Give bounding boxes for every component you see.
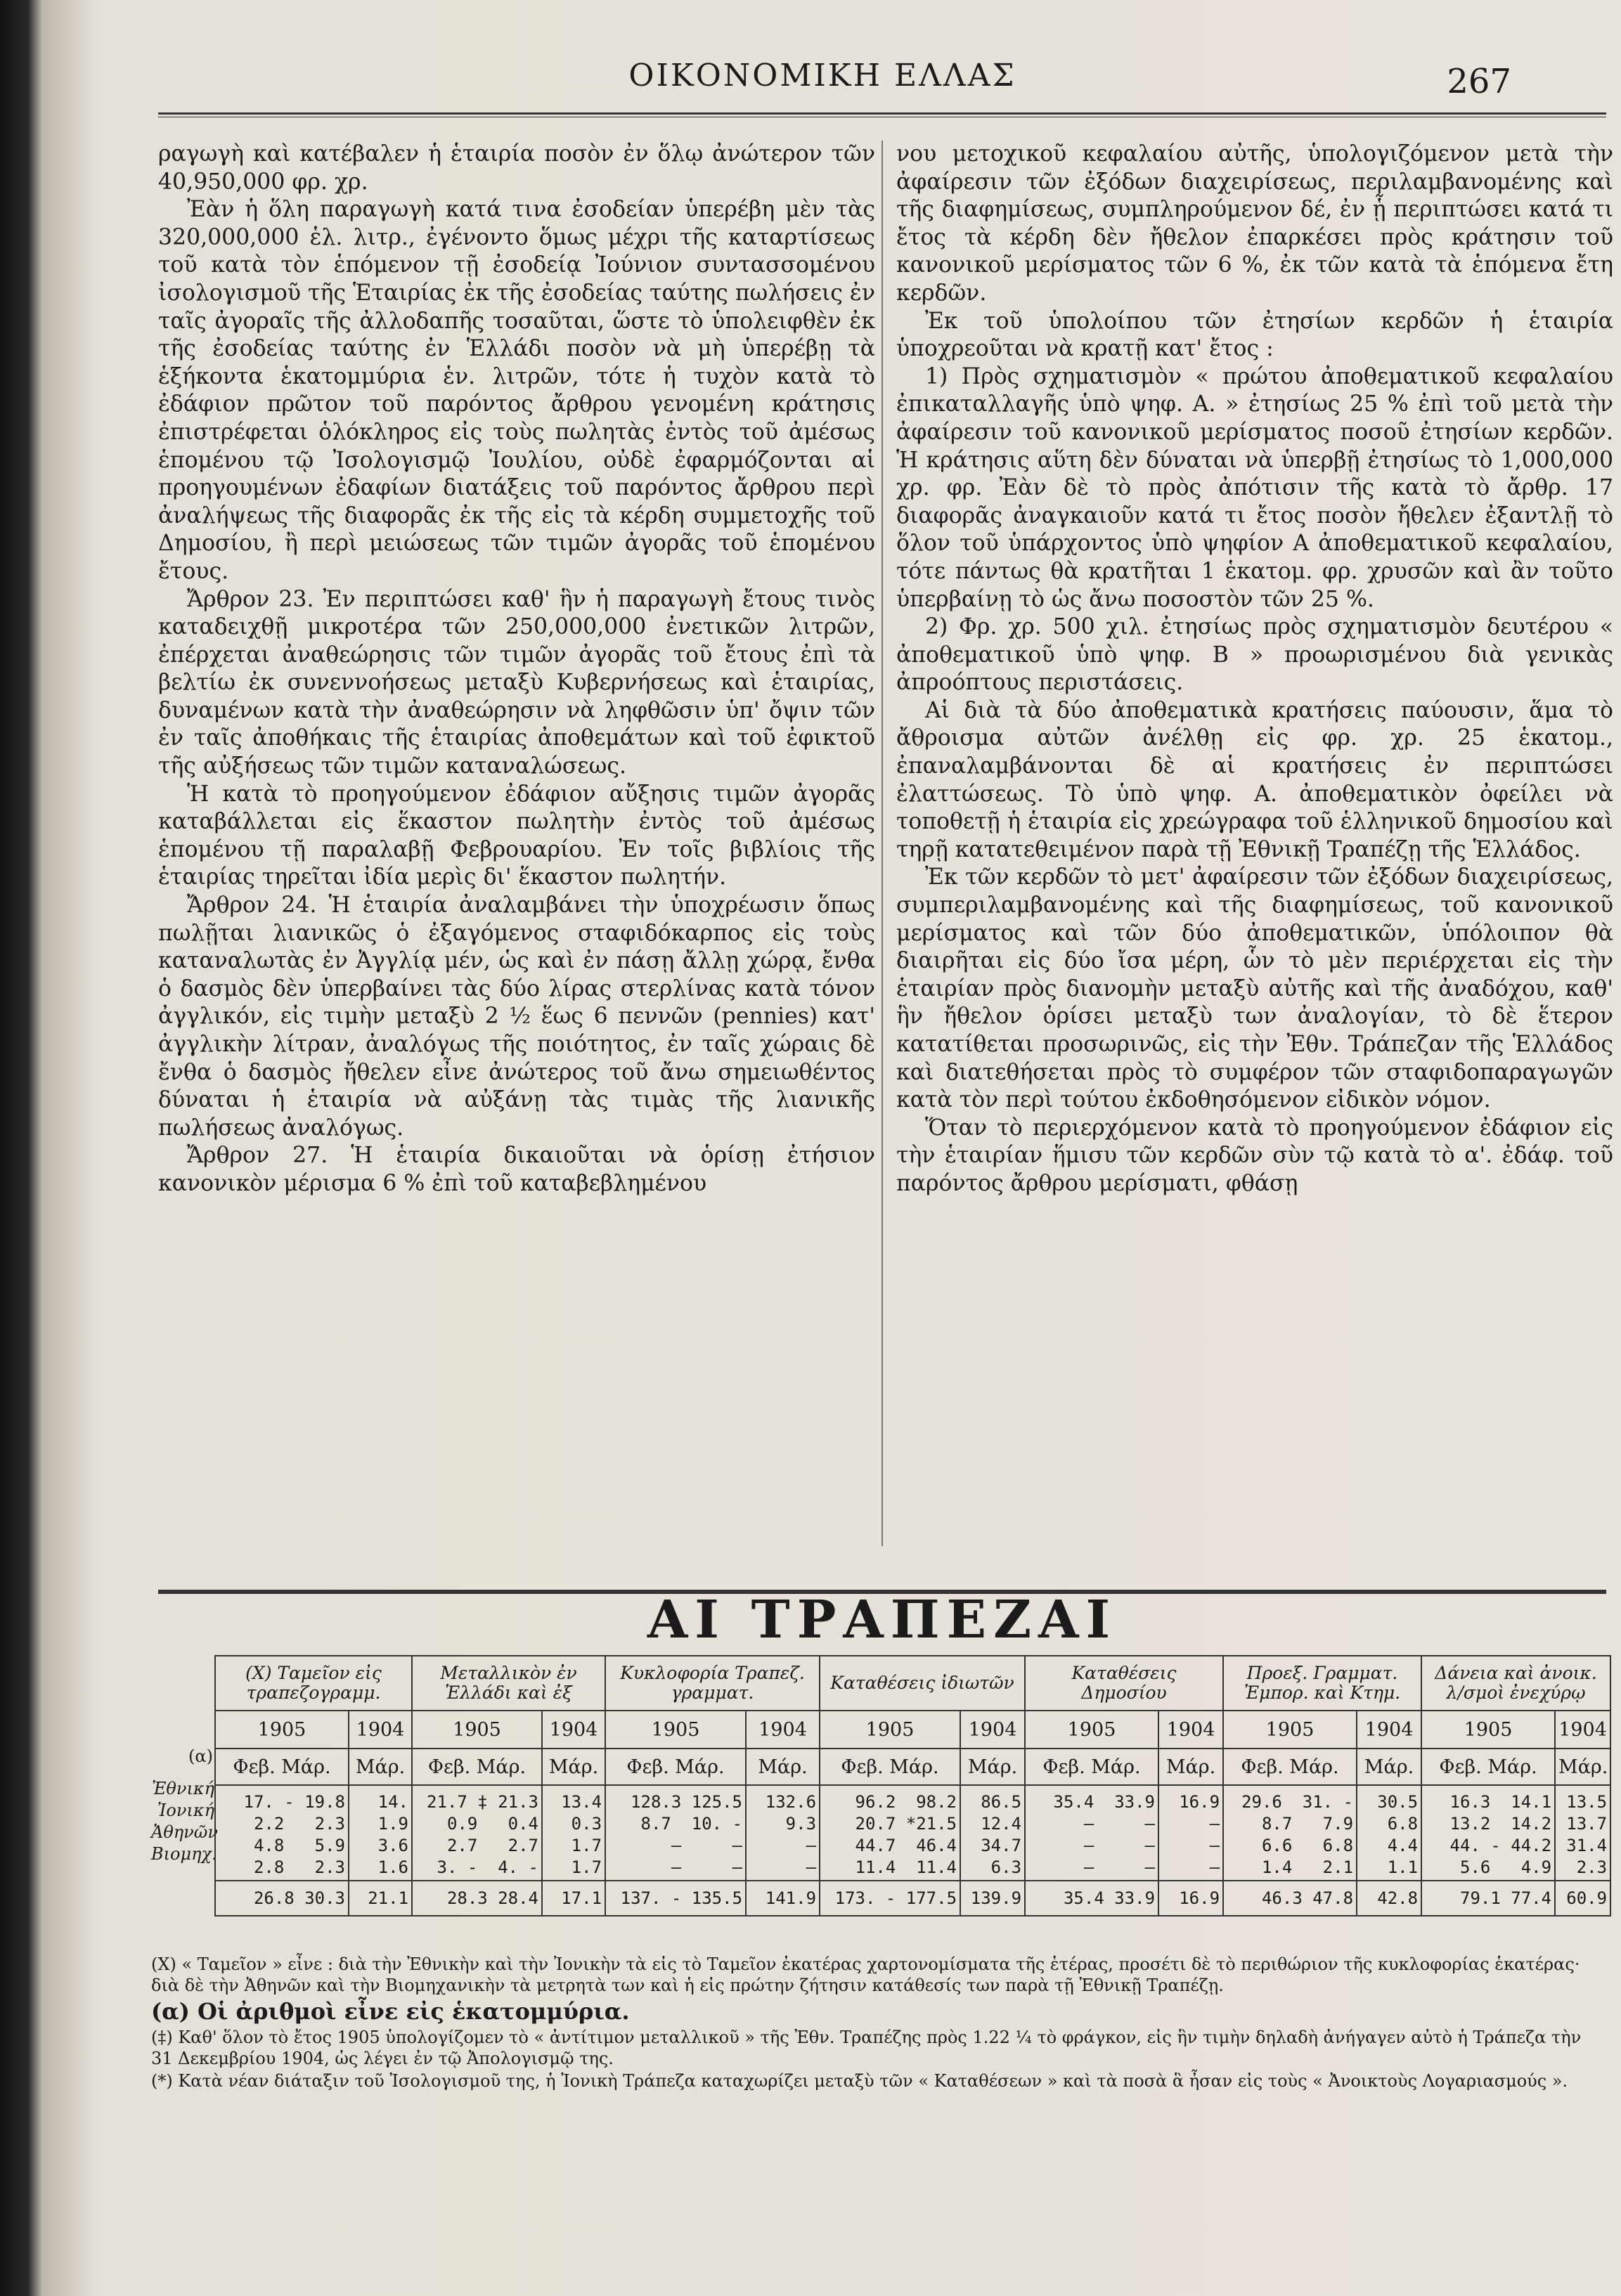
page-number: 267 [1447, 62, 1511, 101]
table-cell: 21.7 ‡ 21.3 0.9 0.4 2.7 2.7 3. - 4. - [412, 1785, 542, 1881]
left-column [158, 141, 875, 1560]
month-header: Φεβ. Μάρ. [1025, 1749, 1158, 1785]
group-header: Μεταλλικὸν ἐν Ἑλλάδι καὶ ἐξ [412, 1656, 605, 1711]
table-cell: 16.3 14.1 13.2 14.2 44. - 44.2 5.6 4.9 [1421, 1785, 1555, 1881]
paragraph: ραγωγὴ καὶ κατέβαλεν ἡ ἑταιρία ποσὸν ἐν ὅλῳ ἀνώτερον τῶν 40,950,000 φρ. χρ. [158, 141, 875, 195]
footnote: (X) « Ταμεῖον » εἶνε : διὰ τὴν Ἐθνικὴν καὶ τὴν Ἰονικὴν τὰ εἰς τὸ Ταμεῖον ἑκατέρας χαρτονομίσματα τῆς ἑτέρας, προσέτι δὲ τὸ περιθώριον τῆς κυκλοφορίας ἑκατέρας· διὰ δὲ τὴν Ἀθηνῶν καὶ τὴν Βιομηχανικὴν τὰ μετρητὰ των καὶ ἡ εἰς πρώτην ζήτησιν κατάθεσίς των παρὰ τῇ Ἐθνικῇ Τραπέζῃ. [151, 1954, 1580, 1995]
table-cell: 14. 1.9 3.6 1.6 [349, 1785, 412, 1881]
row-label-athinon: Ἀθηνῶν [151, 1822, 218, 1842]
row-label-ethniki: Ἐθνική [151, 1779, 214, 1798]
year-header: 1905 [1223, 1711, 1357, 1749]
year-header: 1904 [349, 1711, 412, 1749]
paragraph: Ἐὰν ἡ ὅλη παραγωγὴ κατά τινα ἐσοδείαν ὑπερέβη μὲν τὰς 320,000,000 ἑλ. λιτρ., ἐγένοντο ὅμως μέχρι τῆς καταρτίσεως τοῦ κατὰ τὸν ἑπόμενον τῇ ἐσοδείᾳ Ἰούνιον συντασσομένου ἰσολογισμοῦ τῆς Ἑταιρίας ἐκ τῆς ἐσοδείας ταύτης πωλήσεις ἐν ταῖς ἀγοραῖς τῆς ἀλλοδαπῆς τοσαῦται, ὥστε τὸ ὑπολειφθὲν ἐκ τῆς ἐσοδείας ταύτης ἐν Ἑλλάδι ποσὸν νὰ μὴ ὑπερέβῃ τὰ ἑξήκοντα ἑκατομμύρια ἑν. λιτρῶν, τότε ἡ τυχὸν κατὰ τὸ ἐδάφιον πρῶτον τοῦ παρόντος ἄρθρου γενομένη κράτησις ἐπιστρέφεται ὁλόκληρος εἰς τοὺς πωλητὰς ἐντὸς τοῦ ἀμέσως ἑπομένου τῷ Ἰσολογισμῷ Ἰουλίου, οὐδὲ ἐφαρμόζονται αἱ προηγουμένων ἐδαφίων διατάξεις τοῦ παρόντος ἄρθρου περὶ ἀναλήψεως τῆς διαφορᾶς ἐκ τῆς εἰς τὰ κέρδη συμμετοχῆς τοῦ Δημοσίου, ἢ περὶ μειώσεως τῶν τιμῶν ἀγορᾶς τοῦ ἑπομένου ἔτους. [158, 197, 875, 584]
year-header: 1904 [1158, 1711, 1223, 1749]
month-header: Μάρ. [960, 1749, 1025, 1785]
paragraph-article-24: Ἄρθρον 24. Ἡ ἑταιρία ἀναλαμβάνει τὴν ὑποχρέωσιν ὅπως πωλῇται λιανικῶς ὁ ἐξαγόμενος σταφιδόκαρπος εἰς τοὺς καταναλωτὰς ἐν Ἀγγλίᾳ μέν, ὡς καὶ ἐν πάσῃ ἄλλῃ χώρᾳ, ἔνθα ὁ δασμὸς δὲν ὑπερβαίνει τὰς δύο λίρας στερλίνας κατὰ τόνον ἀγγλικόν, εἰς τιμὴν μεταξὺ 2 ½ ἕως 6 πεννῶν (pennies) κατ' ἀγγλικὴν λίτραν, ἀναλόγως τῆς ποιότητος, ἐν ταῖς χώραις δὲ ἔνθα ὁ δασμὸς ἤθελεν εἶνε ἀνώτερος τοῦ ἄνω σημειωθέντος δύναται ἡ ἑταιρία νὰ αὐξάνῃ τὰς τιμὰς τῆς λιανικῆς πωλήσεως ἀναλόγως. [158, 893, 875, 1141]
table-cell: 13.4 0.3 1.7 1.7 [542, 1785, 605, 1881]
list-item-1: 1) Πρὸς σχηματισμὸν « πρώτου ἀποθεματικοῦ κεφαλαίου ἐπικαταλλαγῆς ὑπὸ ψηφ. Α. » ἐτησίως 25 % ἐπὶ τοῦ μετὰ τὴν ἀφαίρεσιν τοῦ κανονικοῦ μερίσματος ποσοῦ ἐτησίων κερδῶν. Ἡ κράτησις αὕτη δὲν δύναται νὰ ὑπερβῇ ἐτησίως τὸ 1,000,000 χρ. φρ. Ἐὰν δὲ τὸ πρὸς ἀπότισιν τῆς κατὰ τὸ ἄρθρ. 17 διαφορᾶς ἀναγκαιοῦν κατά τι ἔτος ποσὸν ἤθελεν ἐξαντλῇ τὸ ὅλον τοῦ ὑπάρχοντος ὑπὸ ψηφίον Α ἀποθεματικοῦ κεφαλαίου, τότε πάντως θὰ κρατῆται 1 ἑκατομ. φρ. χρυσῶν καὶ ἂν τοῦτο ὑπερβαίνῃ τὸ ὡς ἄνω ποσοστὸν τῶν 25 %. [896, 363, 1613, 612]
total-cell: 21.1 [349, 1881, 412, 1916]
total-cell: 28.3 28.4 [412, 1881, 542, 1916]
table-cell: 16.9 — — — [1158, 1785, 1223, 1881]
header-rule [158, 112, 1606, 115]
paragraph-article-23: Ἄρθρον 23. Ἐν περιπτώσει καθ' ἣν ἡ παραγωγὴ ἔτους τινὸς καταδειχθῇ μικροτέρα τῶν 250,000,000 ἐνετικῶν λιτρῶν, ἐπέρχεται ἀναθεώρησις τῶν τιμῶν ἀγορᾶς τοῦ ἔτους ἐπὶ τὰ βελτίω ἐκ συνεννοήσεως μεταξὺ Κυβερνήσεως καὶ ἑταιρίας, δυναμένων κατὰ τὴν ἀναθεώρησιν νὰ ληφθῶσιν ὑπ' ὄψιν τῶν ἐν ταῖς ἀποθήκαις τῆς ἑταιρίας ἀποθεμάτων καὶ τοῦ ἐφικτοῦ τῆς αὐξήσεως τῶν τιμῶν καταναλώσεως. [158, 586, 875, 779]
total-cell: 17.1 [542, 1881, 605, 1916]
footnote: (‡) Καθ' ὅλον τὸ ἔτος 1905 ὑπολογίζομεν τὸ « ἀντίτιμον μεταλλικοῦ » τῆς Ἐθν. Τραπέζης πρὸς 1.22 ¼ τὸ φράγκον, εἰς ἣν τιμὴν δηλαδὴ ἀνήγαγεν αὐτὸ ἡ Τράπεζα τὴν 31 Δεκεμβρίου 1904, ὡς λέγει ἐν τῷ Ἀπολογισμῷ της. [151, 2028, 1582, 2068]
total-cell: 46.3 47.8 [1223, 1881, 1357, 1916]
footnote: (α) Οἱ ἀριθμοὶ εἶνε εἰς ἑκατομμύρια. [151, 1998, 630, 2025]
year-header: 1905 [820, 1711, 960, 1749]
total-cell: 139.9 [960, 1881, 1025, 1916]
paragraph-article-27: Ἄρθρον 27. Ἡ ἑταιρία δικαιοῦται νὰ ὁρίσῃ ἐτήσιον κανονικὸν μέρισμα 6 % ἐπὶ τοῦ καταβεβλημένου [158, 1143, 875, 1196]
year-header: 1904 [960, 1711, 1025, 1749]
table-cell: 96.2 98.2 20.7 *21.5 44.7 46.4 11.4 11.4 [820, 1785, 960, 1881]
row-label-viomich: Βιομηχ. [151, 1844, 217, 1864]
group-header: Προεξ. Γραμματ. Ἐμπορ. καὶ Κτημ. [1223, 1656, 1421, 1711]
total-cell: 16.9 [1158, 1881, 1223, 1916]
total-cell: 42.8 [1357, 1881, 1421, 1916]
total-cell: 79.1 77.4 [1421, 1881, 1555, 1916]
month-header: Μάρ. [1555, 1749, 1610, 1785]
right-column [896, 141, 1613, 1560]
year-header: 1904 [1555, 1711, 1610, 1749]
month-header: Φεβ. Μάρ. [820, 1749, 960, 1785]
year-header: 1905 [215, 1711, 349, 1749]
table-cell: 35.4 33.9 — — — — — — [1025, 1785, 1158, 1881]
list-item-2: 2) Φρ. χρ. 500 χιλ. ἐτησίως πρὸς σχηματισμὸν δευτέρου « ἀποθεματικοῦ ὑπὸ ψηφ. Β » προωρισμένου διὰ γενικὰς ἀπροόπτους περιστάσεις. [896, 614, 1613, 696]
paragraph: Ἐκ τοῦ ὑπολοίπου τῶν ἐτησίων κερδῶν ἡ ἑταιρία ὑποχρεοῦται νὰ κρατῇ κατ' ἔτος : [896, 308, 1613, 362]
year-header: 1905 [605, 1711, 746, 1749]
column-divider [881, 141, 883, 1546]
year-header: 1905 [1025, 1711, 1158, 1749]
paragraph: νου μετοχικοῦ κεφαλαίου αὐτῆς, ὑπολογιζόμενον μετὰ τὴν ἀφαίρεσιν τῶν ἐξόδων διαχειρίσεως, περιλαμβανομένης καὶ τῆς διαφημίσεως, συμπληρούμενον δέ, ἐν ᾗ περιπτώσει κατά τι ἔτος τὰ κέρδη δὲν ἤθελον ἐπαρκέσει πρὸς κράτησιν τοῦ κανονικοῦ μερίσματος τῶν 6 %, ἐκ τῶν κατὰ τὰ ἑπόμενα ἔτη κερδῶν. [896, 141, 1613, 306]
table-cell: 17. - 19.8 2.2 2.3 4.8 5.9 2.8 2.3 [215, 1785, 349, 1881]
table-cell: 132.6 9.3 — — [746, 1785, 820, 1881]
total-cell: 141.9 [746, 1881, 820, 1916]
paragraph: Ἐκ τῶν κερδῶν τὸ μετ' ἀφαίρεσιν τῶν ἐξόδων διαχειρίσεως, συμπεριλαμβανομένης καὶ τῆς διαφημίσεως, τοῦ κανονικοῦ μερίσματος καὶ τῶν δύο ἀποθεματικῶν, ὑπόλοιπον θὰ διαιρῆται εἰς δύο ἴσα μέρη, ὧν τὸ μὲν περιέρχεται εἰς τὴν ἑταιρίαν πρὸς διανομὴν μεταξὺ αὐτῆς καὶ τῆς ἀναδόχου, καθ' ἣν ἤθελον ὁρίσει μεταξὺ των ἀναλογίαν, τὸ δὲ ἕτερον κατατίθεται προσωρινῶς, εἰς τὴν Ἐθν. Τράπεζαν τῆς Ἑλλάδος καὶ διατεθήσεται πρὸς τὸ συμφέρον τῶν σταφιδοπαραγωγῶν κατὰ τὸν περὶ τούτου ἐκδοθησόμενον εἰδικὸν νόμον. [896, 864, 1613, 1113]
table-cell: 29.6 31. - 8.7 7.9 6.6 6.8 1.4 2.1 [1223, 1785, 1357, 1881]
row-label-ioniki: Ἰονική [157, 1801, 214, 1820]
month-header: Μάρ. [746, 1749, 820, 1785]
group-header: (X) Ταμεῖον εἰς τραπεζογραμμ. [215, 1656, 412, 1711]
year-header: 1904 [1357, 1711, 1421, 1749]
tables-banner [158, 1592, 1606, 1648]
month-header: Φεβ. Μάρ. [1223, 1749, 1357, 1785]
year-header: 1904 [746, 1711, 820, 1749]
total-cell: 60.9 [1555, 1881, 1610, 1916]
row-labels [151, 1778, 218, 1865]
group-header: Καταθέσεις ἰδιωτῶν [820, 1656, 1025, 1711]
unit-mark: (α) [188, 1746, 213, 1766]
month-header: Μάρ. [349, 1749, 412, 1785]
year-header: 1904 [542, 1711, 605, 1749]
banks-table [214, 1655, 1611, 1916]
month-header: Μάρ. [1357, 1749, 1421, 1785]
group-header: Καταθέσεις Δημοσίου [1025, 1656, 1223, 1711]
group-header: Κυκλοφορία Τραπεζ. γραμματ. [605, 1656, 820, 1711]
month-header: Φεβ. Μάρ. [605, 1749, 746, 1785]
paragraph: Αἱ διὰ τὰ δύο ἀποθεματικὰ κρατήσεις παύουσιν, ἅμα τὸ ἄθροισμα αὐτῶν ἀνέλθῃ εἰς φρ. χρ. 25 ἑκατομ., ἐπαναλαμβάνονται δὲ αἱ κρατήσεις ἐν περιπτώσει ἐλαττώσεως. Τὸ ὑπὸ ψηφ. Α. ἀποθεματικὸν ὀφείλει νὰ τοποθετῇ ἡ ἑταιρία εἰς χρεώγραφα τοῦ ἑλληνικοῦ δημοσίου καὶ τηρῇ κατατεθειμένον παρὰ τῇ Ἐθνικῇ Τραπέζῃ τῆς Ἑλλάδος. [896, 697, 1613, 862]
running-title: ΟΙΚΟΝΟΜΙΚΗ ΕΛΛΑΣ [628, 58, 1016, 93]
total-cell: 137. - 135.5 [605, 1881, 746, 1916]
paragraph: Ὅταν τὸ περιερχόμενον κατὰ τὸ προηγούμενον ἐδάφιον εἰς τὴν ἑταιρίαν ἥμισυ τῶν κερδῶν σὺν τῷ κατὰ τὸ α'. ἐδάφ. τοῦ παρόντος ἄρθρου μερίσματι, φθάσῃ [896, 1115, 1613, 1196]
total-cell: 35.4 33.9 [1025, 1881, 1158, 1916]
tables-title: ΑΙ ΤΡΑΠΕΖΑΙ [647, 1590, 1118, 1650]
group-header: Δάνεια καὶ ἀνοικ. λ/σμοὶ ἐνεχύρῳ [1421, 1656, 1610, 1711]
table-cell: 86.5 12.4 34.7 6.3 [960, 1785, 1025, 1881]
month-header: Μάρ. [1158, 1749, 1223, 1785]
footnotes [151, 1954, 1606, 2093]
month-header: Φεβ. Μάρ. [215, 1749, 349, 1785]
table-cell: 128.3 125.5 8.7 10. - — — — — [605, 1785, 746, 1881]
total-cell: 26.8 30.3 [215, 1881, 349, 1916]
year-header: 1905 [1421, 1711, 1555, 1749]
total-cell: 173. - 177.5 [820, 1881, 960, 1916]
table-cell: 13.5 13.7 31.4 2.3 [1555, 1785, 1610, 1881]
footnote: (*) Κατὰ νέαν διάταξιν τοῦ Ἰσολογισμοῦ της, ἡ Ἰονικὴ Τράπεζα καταχωρίζει μεταξὺ τῶν « Καταθέσεων » καὶ τὰ ποσὰ ἃ ἦσαν εἰς τοὺς « Ἀνοικτοὺς Λογαριασμούς ». [151, 2071, 1568, 2091]
page-header [127, 58, 1518, 121]
month-header: Μάρ. [542, 1749, 605, 1785]
table-cell: 30.5 6.8 4.4 1.1 [1357, 1785, 1421, 1881]
month-header: Φεβ. Μάρ. [1421, 1749, 1555, 1785]
year-header: 1905 [412, 1711, 542, 1749]
month-header: Φεβ. Μάρ. [412, 1749, 542, 1785]
paragraph: Ἡ κατὰ τὸ προηγούμενον ἐδάφιον αὔξησις τιμῶν ἀγορᾶς καταβάλλεται εἰς ἕκαστον πωλητὴν ἐντὸς τοῦ ἀμέσως ἑπομένου τῇ παραλαβῇ Φεβρουαρίου. Ἐν τοῖς βιβλίοις τῆς ἑταιρίας τηρεῖται ἰδία μερὶς δι' ἕκαστον πωλητήν. [158, 781, 875, 890]
